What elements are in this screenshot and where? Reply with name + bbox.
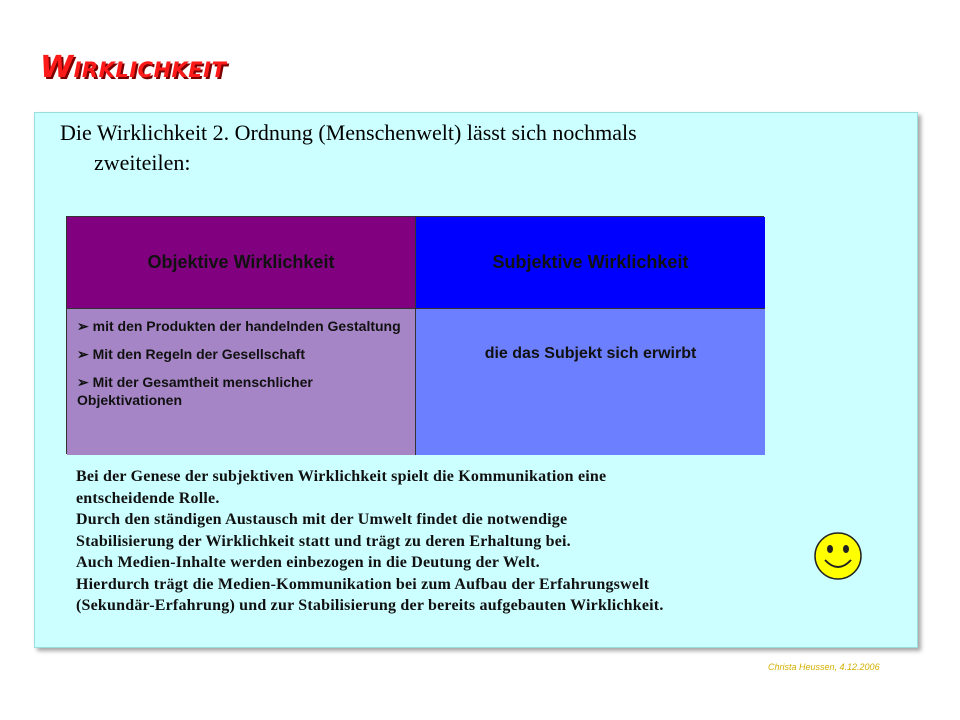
slide-title: Wirklichkeit xyxy=(40,50,227,85)
objective-header: Objektive Wirklichkeit xyxy=(67,217,416,309)
arrow-bullet-icon: ➢ xyxy=(77,318,89,334)
objective-item-text: mit den Produkten der handelnden Gestaltung xyxy=(92,318,401,334)
objective-body xyxy=(67,309,416,455)
intro-text xyxy=(60,118,880,178)
paragraph-line: Hierdurch trägt die Medien-Kommunikation bei zum Aufbau der Erfahrungswelt xyxy=(76,575,650,593)
arrow-bullet-icon: ➢ xyxy=(77,346,89,362)
paragraph-line: Stabilisierung der Wirklichkeit statt und trägt zu deren Erhaltung bei. xyxy=(76,532,571,550)
subjective-body xyxy=(416,309,765,455)
footer-credit: Christa Heussen, 4.12.2006 xyxy=(768,662,880,672)
objective-item xyxy=(77,345,407,363)
intro-line-1: Die Wirklichkeit 2. Ordnung (Menschenwelt) lässt sich nochmals xyxy=(60,120,637,145)
intro-line-2: zweiteilen: xyxy=(94,150,191,175)
arrow-bullet-icon: ➢ xyxy=(77,374,89,390)
objective-item xyxy=(77,317,407,335)
objective-item-text: Mit den Regeln der Gesellschaft xyxy=(92,346,306,362)
paragraph-line: Bei der Genese der subjektiven Wirklichkeit spielt die Kommunikation eine xyxy=(76,468,607,485)
smiley-face-icon xyxy=(812,530,864,582)
subjective-body-text: die das Subjekt sich erwirbt xyxy=(484,345,697,362)
reality-table xyxy=(66,216,764,454)
paragraph-line: (Sekundär-Erfahrung) und zur Stabilisierung der bereits aufgebauten Wirklichkeit. xyxy=(76,597,664,614)
paragraph-line: Auch Medien-Inhalte werden einbezogen in die Deutung der Welt. xyxy=(76,554,540,571)
objective-item-text: Mit der Gesamtheit menschlicher Objektivationen xyxy=(77,374,313,408)
paragraph-line: entscheidende Rolle. xyxy=(76,489,220,507)
objective-item xyxy=(77,373,407,409)
subjective-header: Subjektive Wirklichkeit xyxy=(416,217,765,309)
explanation-paragraph xyxy=(76,466,856,617)
paragraph-line: Durch den ständigen Austausch mit der Umwelt findet die notwendige xyxy=(76,511,568,528)
